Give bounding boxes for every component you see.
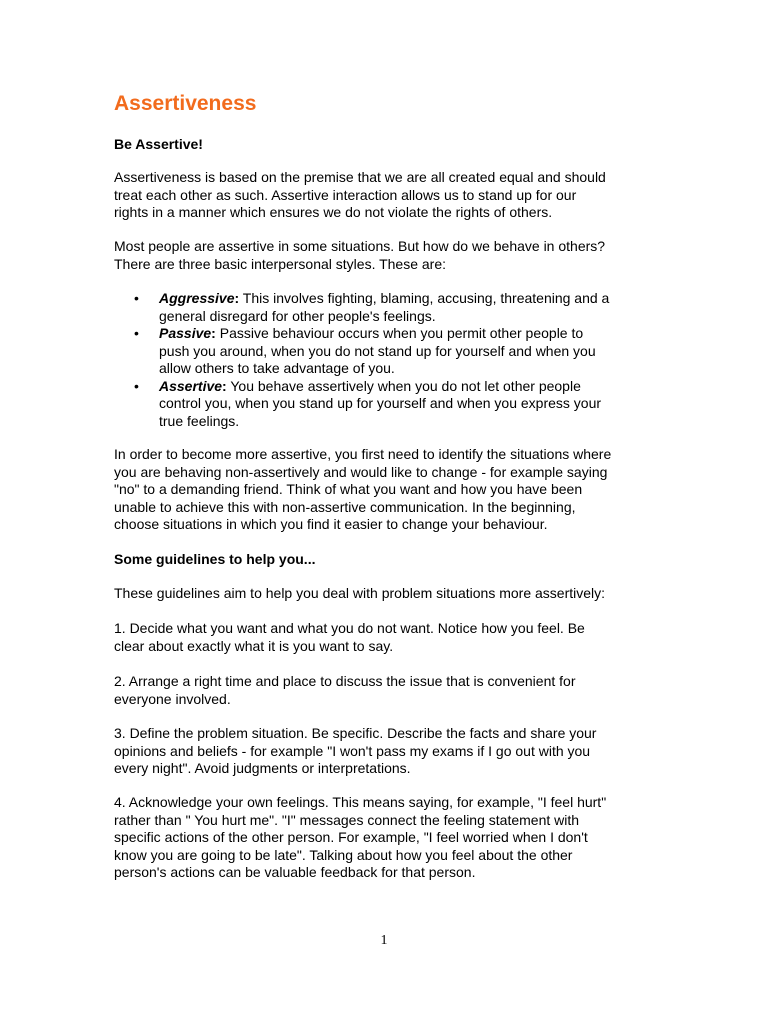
list-item-aggressive: • Aggressive: This involves fighting, blaming, accusing, threatening and a general disregard for other people's feelings. xyxy=(114,290,654,325)
intro-paragraph xyxy=(114,169,654,222)
styles-intro-paragraph xyxy=(114,238,654,273)
page-title: Assertiveness xyxy=(114,92,257,115)
text-line: "no" to a demanding friend. Think of what you want and how you have been xyxy=(114,481,583,497)
list-item-assertive: • Assertive: You behave assertively when you do not let other people control you, when you stand up for yourself and when you express your true feelings. xyxy=(114,378,654,431)
text-line: unable to achieve this with non-assertive communication. In the beginning, xyxy=(114,498,576,515)
text-line: know you are going to be late". Talking about how you feel about the other xyxy=(114,846,573,863)
text-line: clear about exactly what it is you want to say. xyxy=(114,637,394,654)
text-line: control you, when you stand up for yourself and when you express your xyxy=(159,395,602,411)
text-line: There are three basic interpersonal styles. These are: xyxy=(114,255,447,272)
guideline-3 xyxy=(114,725,654,778)
styles-list xyxy=(114,290,654,430)
text-line: rights in a manner which ensures we do not violate the rights of others. xyxy=(114,204,553,220)
text-line: 1. Decide what you want and what you do not want. Notice how you feel. Be xyxy=(114,620,585,636)
text-line: In order to become more assertive, you first need to identify the situations where xyxy=(114,446,612,462)
page-number: 1 xyxy=(380,933,388,948)
text-line: person's actions can be valuable feedback for that person. xyxy=(114,864,476,880)
guideline-4 xyxy=(114,794,654,882)
text-line: Assertiveness is based on the premise that we are all created equal and should xyxy=(114,169,606,185)
list-item-passive: • Passive: Passive behaviour occurs when you permit other people to push you around, when you do not stand up for yourself and when you allow others to take advantage of you. xyxy=(114,325,654,378)
text-line: These guidelines aim to help you deal with problem situations more assertively: xyxy=(114,585,606,601)
subheading-guidelines: Some guidelines to help you... xyxy=(114,551,316,567)
text-line: rather than " You hurt me". "I" messages connect the feeling statement with xyxy=(114,811,580,828)
term-assertive: Assertive xyxy=(159,377,223,394)
guideline-2 xyxy=(114,673,654,708)
text-line: 4. Acknowledge your own feelings. This means saying, for example, "I feel hurt" xyxy=(114,794,607,810)
text-line: treat each other as such. Assertive interaction allows us to stand up for our xyxy=(114,186,577,203)
text-line: 3. Define the problem situation. Be specific. Describe the facts and share your xyxy=(114,725,597,741)
guidelines-intro xyxy=(114,585,654,603)
text-line: push you around, when you do not stand up for yourself and when you xyxy=(159,342,596,359)
text-line: specific actions of the other person. For example, "I feel worried when I don't xyxy=(114,829,588,845)
text-line: Most people are assertive in some situations. But how do we behave in others? xyxy=(114,238,606,254)
subheading-be-assertive: Be Assertive! xyxy=(114,136,203,152)
term-aggressive: Aggressive xyxy=(159,290,235,306)
text-line: everyone involved. xyxy=(114,690,231,707)
bullet-icon: • xyxy=(134,325,139,341)
text-line: allow others to take advantage of you. xyxy=(159,360,395,376)
term-passive: Passive xyxy=(159,325,212,341)
text-line: you are behaving non-assertively and would like to change - for example saying xyxy=(114,463,608,480)
text-line: every night". Avoid judgments or interpretations. xyxy=(114,760,411,776)
text-line: choose situations in which you find it easier to change your behaviour. xyxy=(114,516,548,532)
bullet-icon: • xyxy=(134,290,139,306)
guideline-1 xyxy=(114,620,654,655)
text-line: true feelings. xyxy=(159,412,240,429)
change-paragraph xyxy=(114,446,654,534)
text-line: opinions and beliefs - for example "I won't pass my exams if I go out with you xyxy=(114,742,591,759)
text-line: 2. Arrange a right time and place to discuss the issue that is convenient for xyxy=(114,673,576,689)
bullet-icon: • xyxy=(134,377,139,394)
text-line: general disregard for other people's feelings. xyxy=(159,307,436,324)
